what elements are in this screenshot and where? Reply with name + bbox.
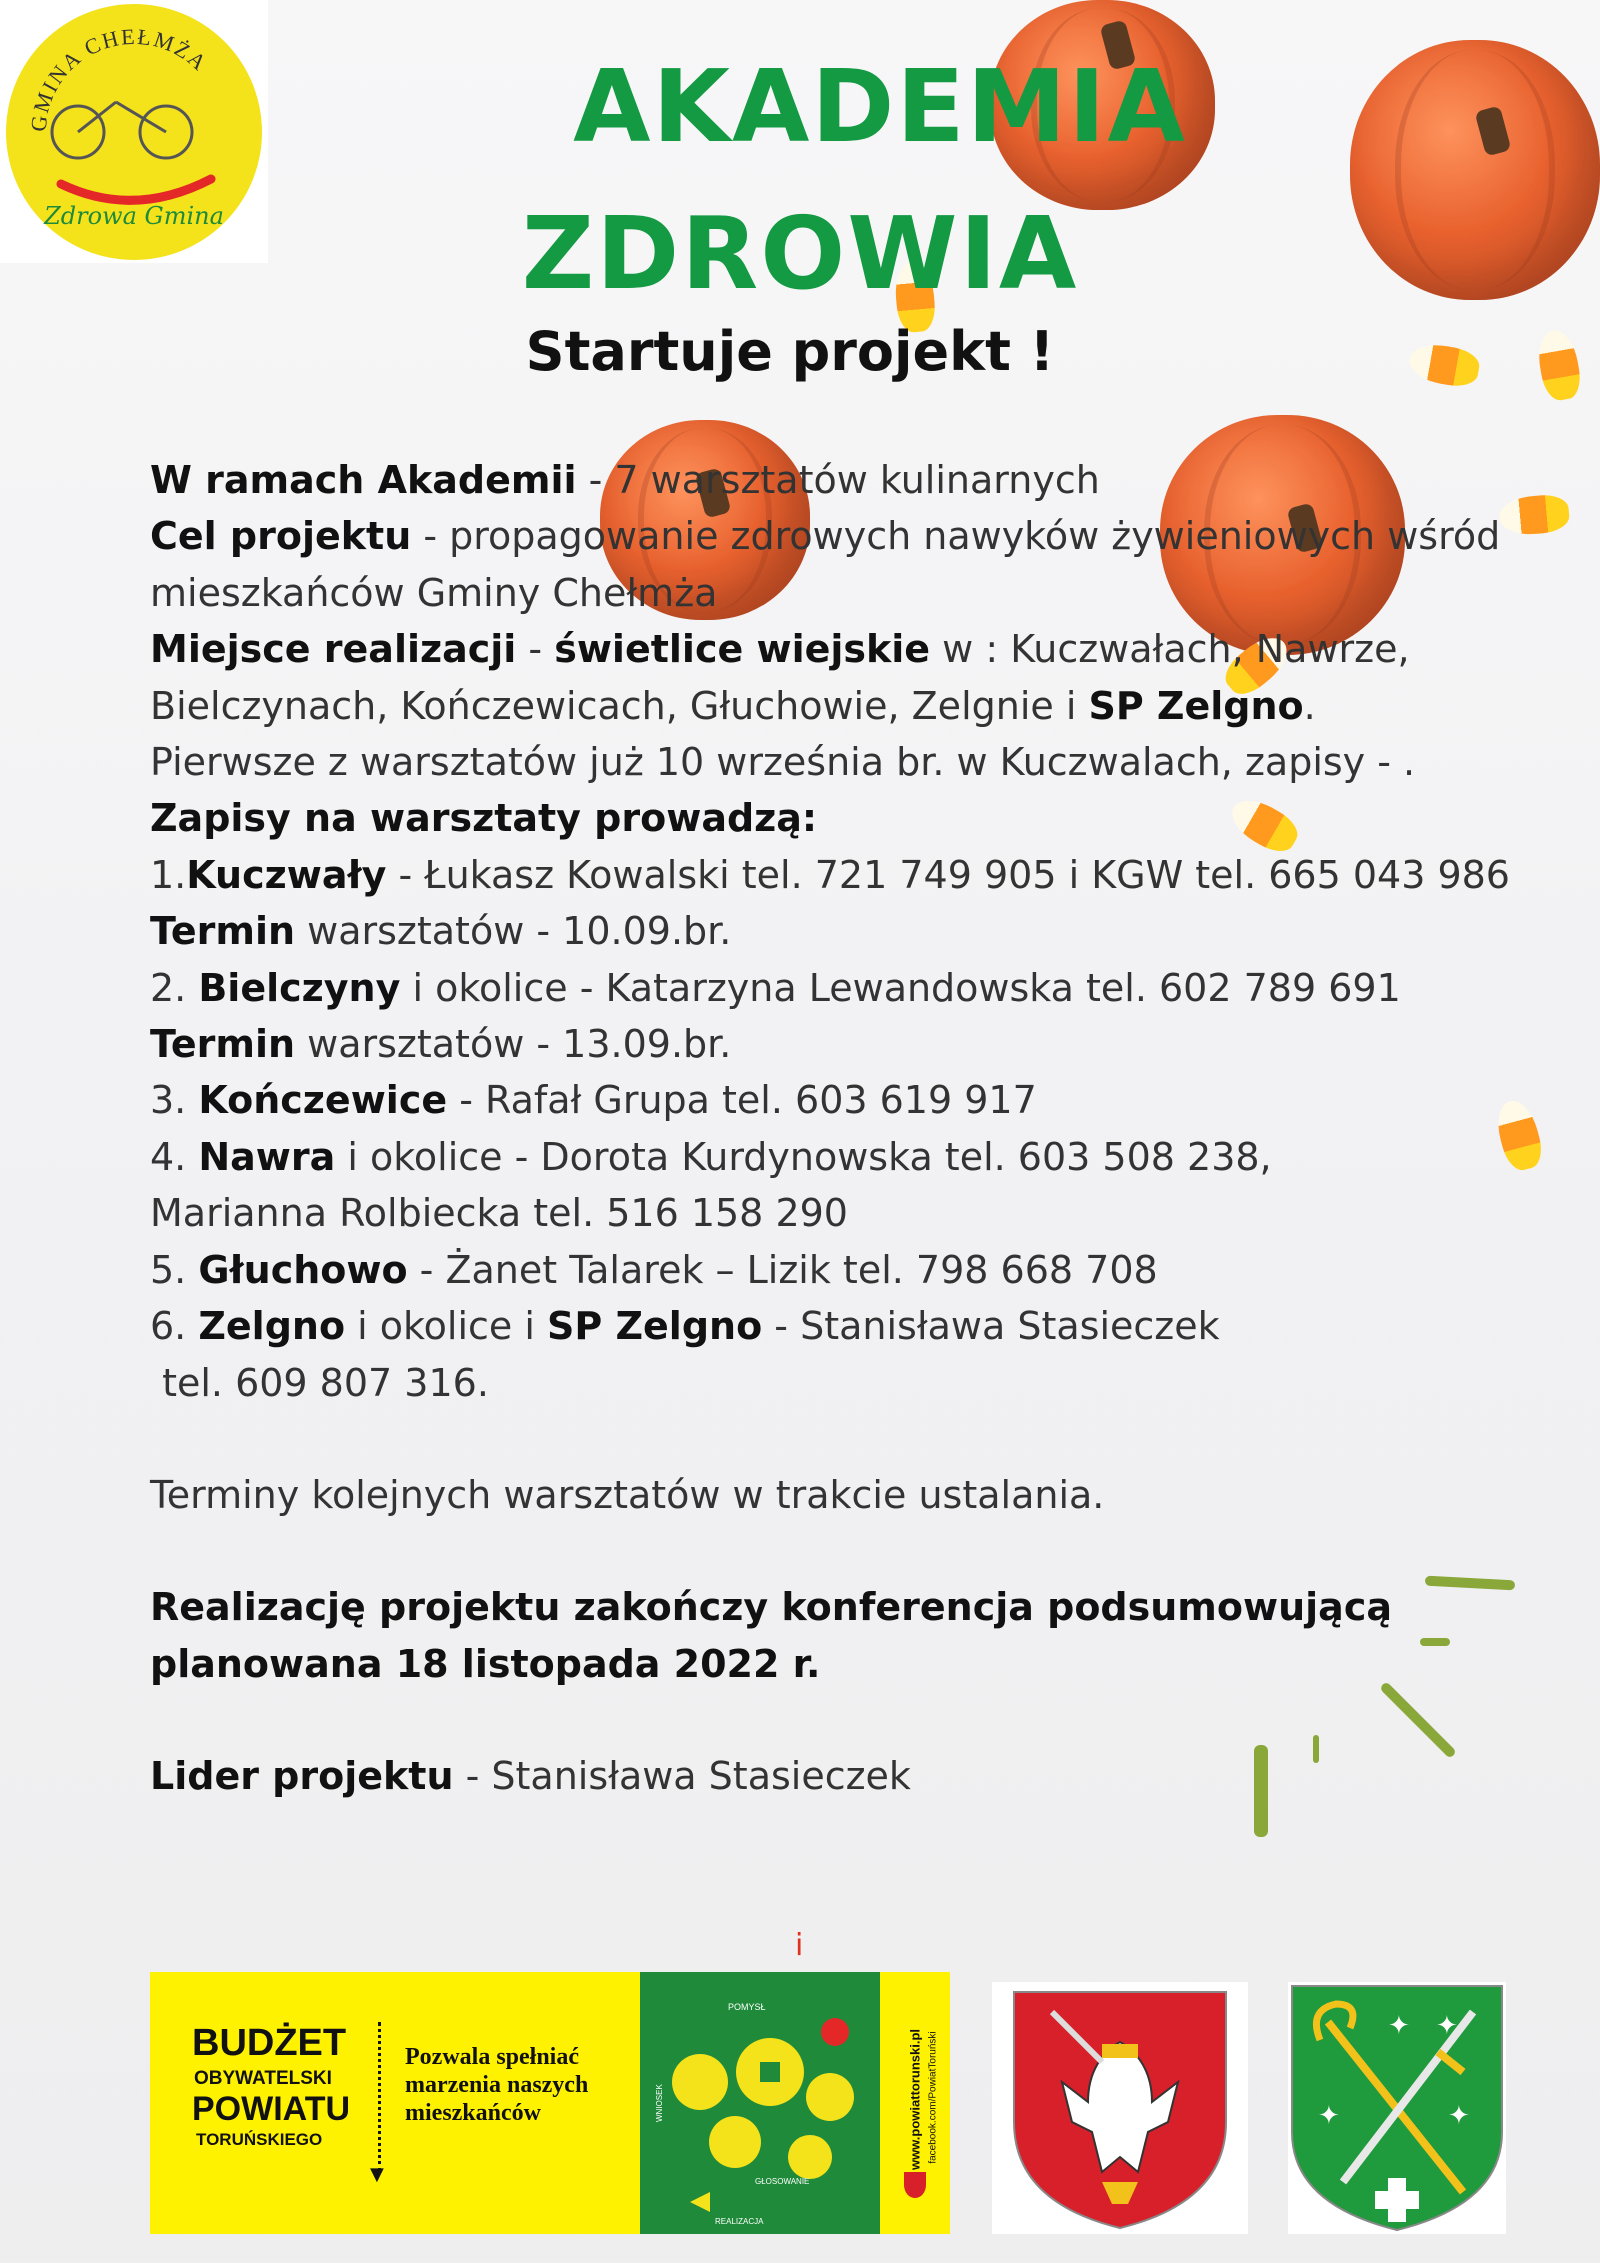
text-line bbox=[150, 621, 1450, 677]
budzet-obywatelski-banner bbox=[150, 1972, 640, 2234]
text-fragment: warsztatów - 10.09.br. bbox=[295, 909, 732, 954]
text-fragment: w : Kuczwałach, Nawrze, bbox=[930, 627, 1410, 672]
candy-corn-decoration bbox=[1492, 1096, 1547, 1173]
bold-label: Głuchowo bbox=[198, 1247, 408, 1292]
text-line bbox=[150, 1129, 1450, 1185]
banner-slogan-3: mieszkańców bbox=[405, 2100, 541, 2126]
logo-script-text: Zdrowa Gmina bbox=[44, 202, 224, 230]
crossed-staff-sword-crest-icon bbox=[1288, 1982, 1506, 2234]
text-line bbox=[150, 1016, 1450, 1072]
gmina-chelmza-crest bbox=[1288, 1982, 1506, 2234]
bold-label: Kuczwały bbox=[186, 852, 387, 897]
bold-label: planowana 18 listopada 2022 r. bbox=[150, 1641, 821, 1686]
spacer bbox=[150, 1523, 1450, 1579]
text-fragment: i okolice i bbox=[345, 1304, 548, 1349]
text-fragment: warsztatów - 13.09.br. bbox=[295, 1022, 732, 1067]
wniosek-label: WNIOSEK bbox=[655, 2084, 664, 2122]
svg-text:✦: ✦ bbox=[1436, 2011, 1458, 2041]
text-line bbox=[150, 734, 1450, 790]
facebook-text: facebook.com/PowiatToruński bbox=[927, 2031, 939, 2164]
banner-torunskiego: TORUŃSKIEGO bbox=[196, 2130, 323, 2149]
text-line bbox=[150, 903, 1450, 959]
down-arrow-icon: ▼ bbox=[370, 2164, 384, 2185]
subtitle: Startuje projekt ! bbox=[525, 320, 1055, 383]
banner-slogan-1: Pozwala spełniać bbox=[405, 2044, 579, 2070]
text-fragment: - 7 warsztatów kulinarnych bbox=[576, 458, 1100, 502]
budzet-process-graphic bbox=[640, 1972, 950, 2234]
banner-divider bbox=[378, 2022, 381, 2172]
text-fragment: 4. bbox=[150, 1134, 199, 1179]
bold-label: SP Zelgno bbox=[547, 1304, 763, 1349]
text-fragment: Marianna Rolbiecka tel. 516 158 290 bbox=[150, 1191, 848, 1236]
bold-label: SP Zelgno bbox=[1088, 683, 1304, 728]
glosowanie-label: GŁOSOWANIE bbox=[755, 2177, 810, 2186]
text-line bbox=[150, 1467, 1450, 1523]
text-line bbox=[150, 508, 1501, 564]
text-line bbox=[150, 847, 1510, 903]
text-fragment: - Łukasz Kowalski tel. 721 749 905 i KGW tel. 665 043 986 bbox=[386, 852, 1510, 897]
text-fragment: - bbox=[516, 627, 555, 672]
bold-label: Bielczyny bbox=[198, 965, 401, 1010]
text-fragment: 1. bbox=[150, 852, 187, 897]
text-fragment: Bielczynach, Kończewicach, Głuchowie, Zelgnie i bbox=[150, 683, 1089, 728]
text-fragment: - propagowanie zdrowych nawyków żywieniowych wśród bbox=[411, 514, 1501, 559]
text-fragment: - Rafał Grupa tel. 603 619 917 bbox=[447, 1078, 1037, 1123]
text-line bbox=[150, 678, 1450, 734]
text-fragment: 5. bbox=[150, 1247, 199, 1292]
banner-powiatu: POWIATU bbox=[192, 2090, 351, 2128]
title-line-1: AKADEMIA bbox=[573, 48, 1187, 165]
text-fragment: 3. bbox=[150, 1078, 199, 1123]
gears-icon bbox=[640, 1972, 880, 2234]
text-fragment: mieszkańców Gminy Chełmża bbox=[150, 570, 718, 615]
bold-label: Nawra bbox=[198, 1134, 336, 1179]
bold-label: W ramach Akademii bbox=[150, 458, 577, 502]
bold-label: Termin bbox=[150, 1022, 296, 1067]
bold-label: Zelgno bbox=[198, 1304, 346, 1349]
website-text: www.powiattorunski.pl bbox=[907, 2028, 923, 2171]
text-fragment: Terminy kolejnych warsztatów w trakcie ustalania. bbox=[150, 1472, 1105, 1517]
bold-label: Lider projektu bbox=[150, 1754, 454, 1799]
svg-text:✦: ✦ bbox=[1448, 2101, 1470, 2131]
announcement-body bbox=[150, 452, 1510, 1805]
candy-corn-decoration bbox=[1497, 493, 1570, 537]
text-line bbox=[150, 1242, 1450, 1298]
text-fragment: . bbox=[1303, 683, 1316, 728]
text-line bbox=[150, 452, 1450, 508]
text-fragment: - Stanisława Stasieczek bbox=[453, 1754, 911, 1799]
text-fragment: i okolice - Dorota Kurdynowska tel. 603 508 238, bbox=[335, 1134, 1272, 1179]
text-line bbox=[150, 960, 1450, 1016]
text-line bbox=[150, 1748, 1450, 1804]
bold-label: Cel projektu bbox=[150, 514, 412, 559]
text-fragment: - Stanisława Stasieczek bbox=[762, 1304, 1220, 1349]
text-fragment: 2. bbox=[150, 965, 199, 1010]
text-line bbox=[150, 1579, 1450, 1635]
text-line bbox=[150, 790, 1450, 846]
bold-label: Kończewice bbox=[198, 1078, 448, 1123]
bold-label: Realizację projektu zakończy konferencja podsumowującą bbox=[150, 1585, 1392, 1630]
text-fragment: 6. bbox=[150, 1304, 199, 1349]
text-line bbox=[150, 1636, 1450, 1692]
website-strip bbox=[880, 1972, 950, 2234]
banner-budzet: BUDŻET bbox=[192, 2022, 347, 2064]
banner-slogan-2: marzenia naszych bbox=[405, 2072, 589, 2098]
bold-label: Zapisy na warsztaty prowadzą: bbox=[150, 796, 818, 841]
stray-character: i bbox=[795, 1928, 804, 1963]
bold-label: Miejsce realizacji bbox=[150, 627, 517, 672]
text-line bbox=[150, 1072, 1450, 1128]
pomysl-label: POMYSŁ bbox=[728, 2002, 766, 2012]
svg-text:✦: ✦ bbox=[1388, 2011, 1410, 2041]
eagle-crest-icon bbox=[992, 1982, 1248, 2234]
text-fragment: tel. 609 807 316. bbox=[150, 1360, 489, 1405]
powiat-crest-mini bbox=[904, 2172, 926, 2198]
text-fragment: i okolice - Katarzyna Lewandowska tel. 602 789 691 bbox=[400, 965, 1401, 1010]
svg-text:✦: ✦ bbox=[1318, 2101, 1340, 2131]
powiat-torunski-crest bbox=[992, 1982, 1248, 2234]
realizacja-label: REALIZACJA bbox=[715, 2217, 764, 2226]
spacer bbox=[150, 1411, 1450, 1467]
logo-ring-text: GMINA CHEŁMŻA bbox=[25, 23, 213, 133]
bold-label: Termin bbox=[150, 909, 296, 954]
text-line bbox=[150, 1298, 1450, 1354]
text-fragment: - Żanet Talarek – Lizik tel. 798 668 708 bbox=[407, 1247, 1158, 1292]
text-fragment: Pierwsze z warsztatów już 10 września br. w Kuczwalach, zapisy - . bbox=[150, 740, 1416, 785]
bold-label: świetlice wiejskie bbox=[554, 627, 931, 672]
title-line-2: ZDROWIA bbox=[521, 195, 1079, 312]
spacer bbox=[150, 1692, 1450, 1748]
text-line bbox=[150, 1355, 1450, 1411]
text-line bbox=[150, 565, 1450, 621]
banner-obywatelski: OBYWATELSKI bbox=[194, 2068, 332, 2089]
text-line bbox=[150, 1185, 1450, 1241]
